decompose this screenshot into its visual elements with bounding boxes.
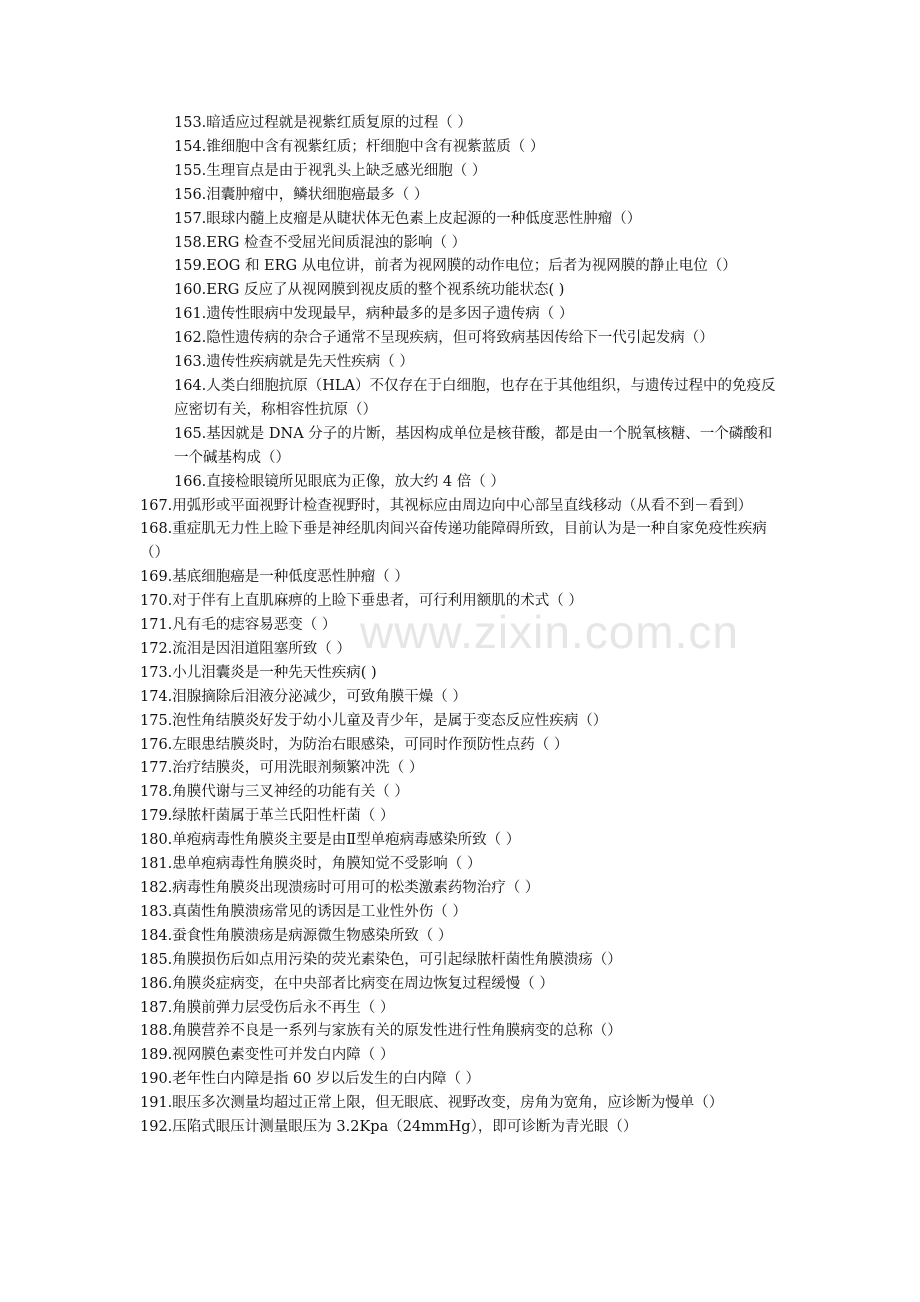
- question-item: 180.单疱病毒性角膜炎主要是由Ⅱ型单疱病毒感染所致（ ）: [140, 832, 521, 849]
- question-item: 167.用弧形或平面视野计检查视野时，其视标应由周边向中心部呈直线移动（从看不到－看到）: [140, 497, 753, 514]
- question-item: 192.压陷式眼压计测量眼压为 3.2Kpa（24mmHg），即可诊断为青光眼（）: [140, 1119, 638, 1136]
- question-item: 157.眼球内髓上皮瘤是从睫状体无色素上皮起源的一种低度恶性肿瘤（）: [174, 210, 642, 227]
- question-item: 174.泪腺摘除后泪液分泌减少，可致角膜干燥（ ）: [140, 688, 467, 705]
- question-item: 158.ERG 检查不受屈光间质混浊的影响（ ）: [174, 234, 467, 251]
- question-list: [140, 112, 785, 1140]
- question-item: 178.角膜代谢与三叉神经的功能有关（ ）: [140, 784, 409, 801]
- question-item: 161.遗传性眼病中发现最早，病种最多的是多因子遗传病（ ）: [174, 306, 574, 323]
- question-item: 189.视网膜色素变性可并发白内障（ ）: [140, 1047, 395, 1064]
- question-item: 154.锥细胞中含有视紫红质；杆细胞中含有视紫蓝质（ ）: [174, 138, 545, 155]
- question-item: 162.隐性遗传病的杂合子通常不呈现疾病，但可将致病基因传给下一代引起发病（）: [174, 330, 714, 347]
- question-item: 181.患单疱病毒性角膜炎时，角膜知觉不受影响（ ）: [140, 856, 482, 873]
- question-item: 169.基底细胞癌是一种低度恶性肿瘤（ ）: [140, 569, 409, 586]
- question-item: 179.绿脓杆菌属于革兰氏阳性杆菌（ ）: [140, 808, 395, 825]
- question-item: 176.左眼患结膜炎时，为防治右眼感染，可同时作预防性点药（ ）: [140, 736, 569, 753]
- question-item: 166.直接检眼镜所见眼底为正像，放大约 4 倍（ ）: [174, 473, 505, 490]
- question-item: 190.老年性白内障是指 60 岁以后发生的白内障（ ）: [140, 1071, 481, 1088]
- question-item: 173.小儿泪囊炎是一种先天性疾病( ): [140, 664, 377, 681]
- question-item: 165.基因就是 DNA 分子的片断，基因构成单位是核苷酸，都是由一个脱氧核糖、一个磷酸和一个碱基构成（）: [174, 425, 773, 466]
- question-item: 160.ERG 反应了从视网膜到视皮质的整个视系统功能状态( ): [174, 282, 565, 299]
- question-item: 186.角膜炎症病变，在中央部者比病变在周边恢复过程缓慢（ ）: [140, 975, 554, 992]
- question-item: 153.暗适应过程就是视紫红质复原的过程（ ）: [174, 115, 472, 131]
- watermark: www.zixin.com.cn: [360, 606, 739, 658]
- question-item: 155.生理盲点是由于视乳头上缺乏感光细胞（ ）: [174, 162, 487, 179]
- question-item: 183.真菌性角膜溃疡常见的诱因是工业性外伤（ ）: [140, 903, 467, 920]
- question-item: 159.EOG 和 ERG 从电位讲，前者为视网膜的动作电位；后者为视网膜的静止电位（）: [174, 258, 737, 275]
- question-item: 182.病毒性角膜炎出现溃疡时可用可的松类激素药物治疗（ ）: [140, 880, 540, 896]
- question-item: 164.人类白细胞抗原（HLA）不仅存在于白细胞，也存在于其他组织，与遗传过程中的免疫反应密切有关，称相容性抗原（）: [174, 377, 776, 418]
- question-item: 191.眼压多次测量均超过正常上限，但无眼底、视野改变，房角为宽角，应诊断为慢单（）: [140, 1095, 724, 1112]
- question-item: 188.角膜营养不良是一系列与家族有关的原发性进行性角膜病变的总称（）: [140, 1023, 622, 1040]
- question-item: 163.遗传性疾病就是先天性疾病（ ）: [174, 354, 414, 371]
- question-item: 184.蚕食性角膜溃疡是病源微生物感染所致（ ）: [140, 927, 453, 944]
- question-item: 185.角膜损伤后如点用污染的荧光素染色，可引起绿脓杆菌性角膜溃疡（）: [140, 951, 622, 968]
- question-item: 177.治疗结膜炎，可用洗眼剂频繁冲洗（ ）: [140, 760, 424, 777]
- question-item: 175.泡性角结膜炎好发于幼小儿童及青少年，是属于变态反应性疾病（）: [140, 712, 608, 729]
- question-item: 172.流泪是因泪道阻塞所致（ ）: [140, 640, 351, 657]
- question-item: 171.凡有毛的痣容易恶变（ ）: [140, 617, 337, 634]
- question-item: 168.重症肌无力性上睑下垂是神经肌肉间兴奋传递功能障碍所致，目前认为是一种自家免疫性疾病（）: [140, 521, 767, 562]
- question-item: 170.对于伴有上直肌麻痹的上睑下垂患者，可行利用额肌的术式（ ）: [140, 593, 583, 610]
- question-item: 187.角膜前弹力层受伤后永不再生（ ）: [140, 999, 395, 1016]
- question-item: 156.泪囊肿瘤中，鳞状细胞癌最多（ ）: [174, 186, 429, 203]
